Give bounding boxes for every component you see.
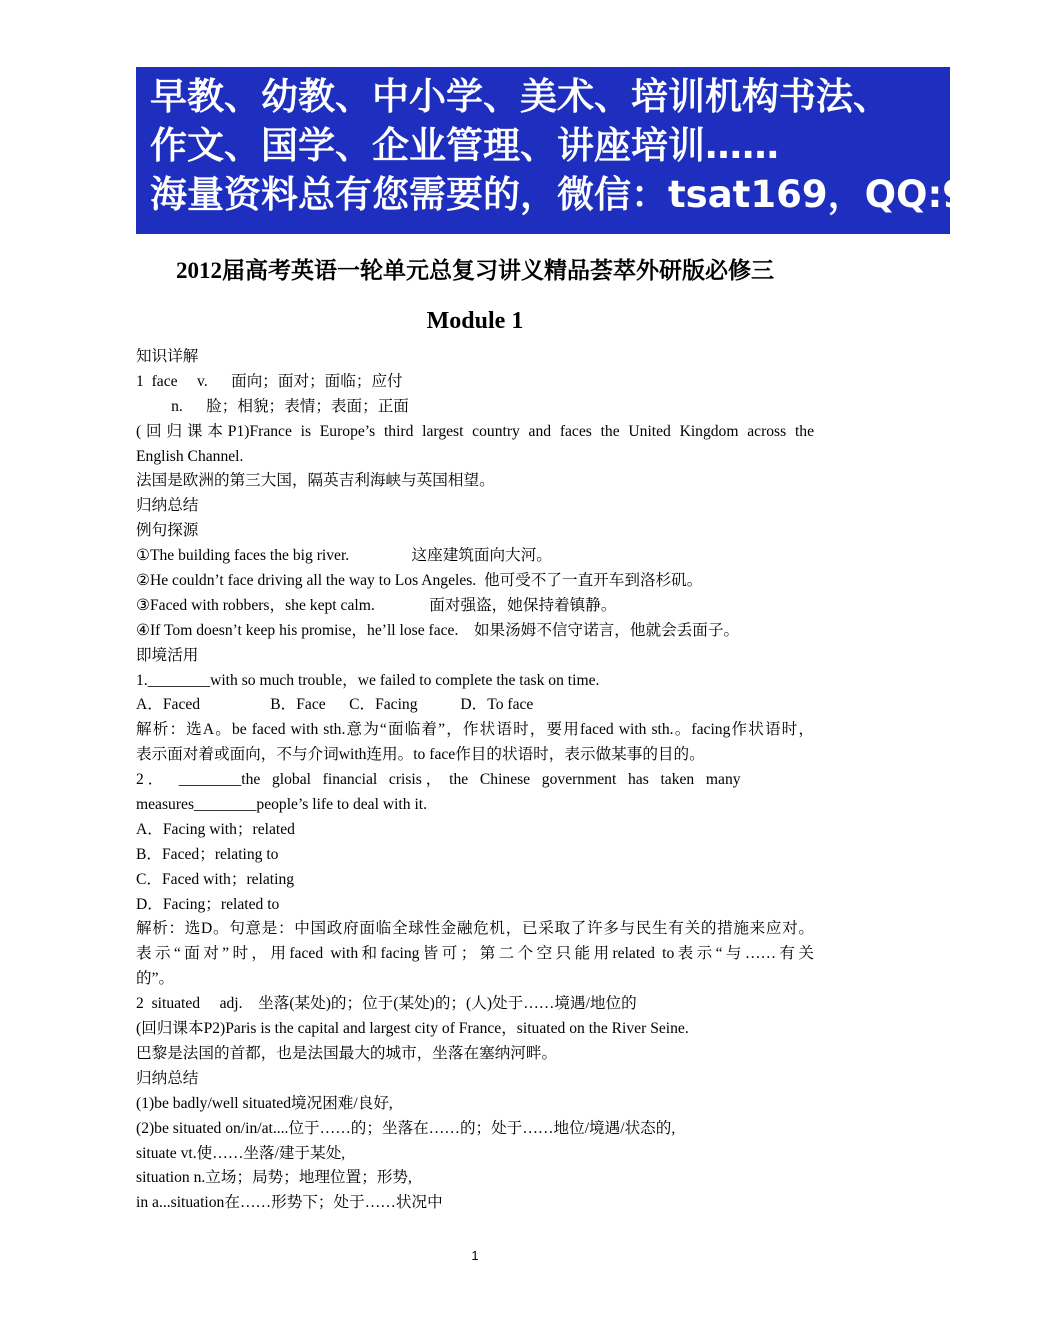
text-line: (回归课本P1)France is Europe’s third largest country and faces the United Kingdom across the	[136, 422, 814, 440]
question-option: B．Faced；relating to	[136, 845, 279, 863]
question-option: D．Facing；related to	[136, 895, 280, 913]
summary-line: situation n.立场；局势；地理位置；形势,	[136, 1169, 412, 1187]
section-heading: 归纳总结	[136, 1069, 199, 1087]
text-line: 巴黎是法国的首都，也是法国最大的城市，坐落在塞纳河畔。	[136, 1044, 558, 1062]
summary-line: situate vt.使……坐落/建于某处,	[136, 1144, 346, 1162]
vocab-entry: 2 situated adj. 坐落(某处)的；位于(某处)的；(人)处于……境遇/地位的	[136, 995, 637, 1013]
banner-line-2: 作文、国学、企业管理、讲座培训……	[150, 124, 779, 167]
explanation-line: 解析：选D。句意是：中国政府面临全球性金融危机，已采取了许多与民生有关的措施来应对。	[136, 920, 814, 938]
example-sentence: ④If Tom doesn’t keep his promise，he’ll lose face. 如果汤姆不信守诺言，他就会丢面子。	[136, 621, 740, 639]
section-heading: 即境活用	[136, 646, 199, 664]
banner-line-1: 早教、幼教、中小学、美术、培训机构书法、	[150, 75, 890, 118]
summary-line: in a...situation在……形势下；处于……状况中	[136, 1194, 443, 1212]
text-line: English Channel.	[136, 447, 244, 465]
page-number: 1	[471, 1248, 479, 1263]
question-line: measures________people’s life to deal with it.	[136, 796, 428, 814]
section-heading: 知识详解	[136, 348, 199, 365]
example-sentence: ①The building faces the big river. 这座建筑面向大河。	[136, 547, 552, 565]
module-heading: Module 1	[426, 308, 524, 334]
section-heading: 归纳总结	[136, 497, 199, 515]
summary-line: (1)be badly/well situated境况困难/良好,	[136, 1094, 393, 1112]
explanation-line: 表示面对着或面向，不与介词with连用。to face作目的状语时，表示做某事的目的。	[136, 746, 705, 764]
vocab-entry: 1 face v. 面向；面对；面临；应付	[136, 372, 403, 390]
question-line: 2 ． ________the global financial crisis ， the Chinese government has taken many	[136, 771, 741, 789]
example-sentence: ③Faced with robbers，she kept calm. 面对强盗，她保持着镇静。	[136, 596, 617, 614]
question-line: 1.________with so much trouble，we failed to complete the task on time.	[136, 671, 600, 689]
document-body	[136, 345, 814, 1216]
explanation-line: 解析：选A。be faced with sth.意为“面临着”，作状语时，要用faced with sth.。facing作状语时，	[136, 721, 814, 739]
section-heading: 例句探源	[136, 522, 199, 540]
text-line: (回归课本P2)Paris is the capital and largest city of France，situated on the River Seine.	[136, 1020, 689, 1038]
promo-banner	[136, 67, 1045, 234]
text-line: 法国是欧洲的第三大国，隔英吉利海峡与英国相望。	[136, 472, 495, 490]
question-options: A．Faced B．Face C．Facing D．To face	[136, 696, 534, 714]
example-sentence: ②He couldn’t face driving all the way to Los Angeles. 他可受不了一直开车到洛杉矶。	[136, 572, 703, 590]
explanation-line: 的”。	[136, 970, 175, 988]
question-option: C．Faced with；relating	[136, 870, 295, 888]
banner-line-3: 海量资料总有您需要的，微信：tsat169，QQ:9196	[150, 173, 1045, 216]
summary-line: (2)be situated on/in/at....位于……的；坐落在……的；处于……地位/境遇/状态的,	[136, 1119, 676, 1137]
explanation-line: 表示“面对”时，用faced with和facing皆可；第二个空只能用related to表示“与……有关	[136, 945, 814, 963]
question-option: A．Facing with；related	[136, 820, 295, 838]
vocab-entry: n. 脸；相貌；表情；表面；正面	[136, 397, 409, 415]
document-title: 2012届高考英语一轮单元总复习讲义精品荟萃外研版必修三	[176, 258, 774, 283]
